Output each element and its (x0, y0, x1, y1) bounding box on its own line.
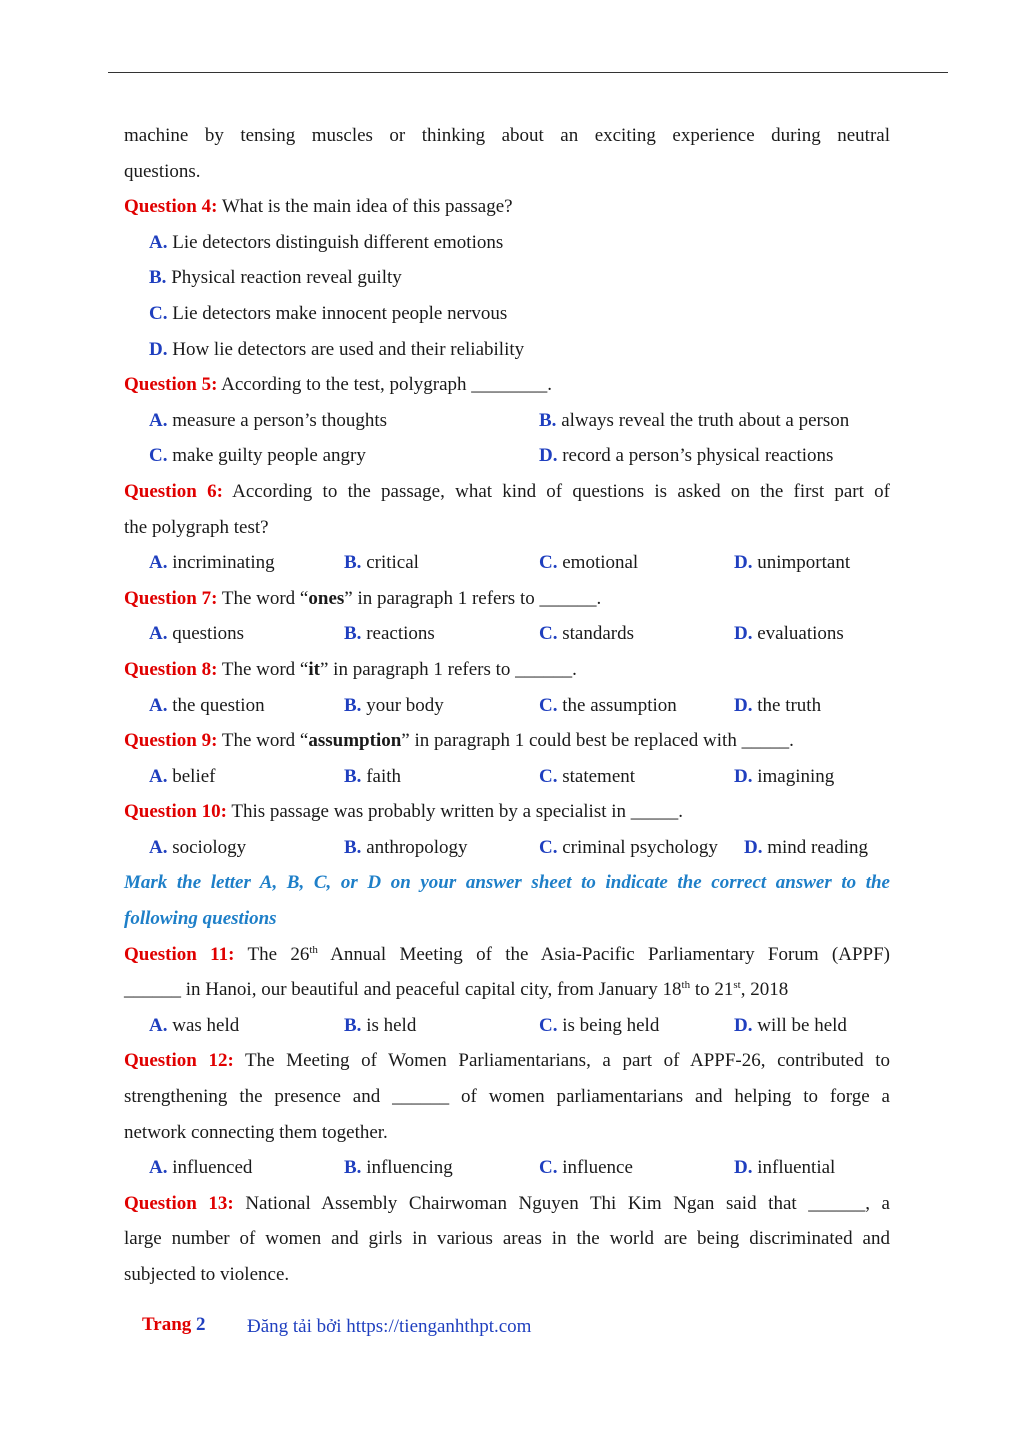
question-8 (124, 652, 890, 688)
option-text: influencing (361, 1157, 453, 1179)
option-letter: B. (344, 552, 362, 574)
question-text: The word “ (217, 587, 309, 609)
target-word: it (308, 658, 320, 680)
question-text: The 26 (234, 943, 310, 965)
q7-options (149, 616, 890, 652)
option-letter: C. (539, 694, 558, 716)
question-label: Question 8: (124, 658, 218, 680)
option-text: the question (167, 694, 265, 716)
question-12-cont: strengthening the presence and ______ of women parliamentarians and helping to forge a (124, 1086, 890, 1108)
option-c[interactable] (539, 545, 638, 581)
question-text: What is the main idea of this passage? (217, 196, 513, 218)
option-letter: D. (734, 1014, 753, 1036)
question-text: The word “ (217, 658, 309, 680)
question-7 (124, 581, 890, 617)
option-b[interactable] (344, 1150, 453, 1186)
q10-options (149, 830, 890, 866)
question-9 (124, 723, 890, 759)
option-letter: A. (149, 409, 168, 431)
option-b[interactable] (344, 759, 401, 795)
question-13 (124, 1186, 890, 1222)
option-letter: A. (149, 1157, 168, 1179)
option-letter: C. (149, 302, 168, 324)
target-word: ones (308, 587, 345, 609)
option-text: measure a person’s thoughts (167, 409, 387, 431)
option-text: always reveal the truth about a person (556, 409, 850, 431)
q6-options (149, 545, 890, 581)
option-b[interactable] (149, 260, 890, 296)
ordinal-suffix: st (733, 979, 741, 992)
option-text: questions (167, 623, 245, 645)
question-label: Question 5: (124, 374, 218, 396)
option-letter: C. (539, 1157, 558, 1179)
option-text: standards (557, 623, 634, 645)
option-d[interactable] (734, 545, 850, 581)
page-label: Trang (142, 1314, 192, 1335)
option-letter: A. (149, 552, 168, 574)
page-footer (142, 1314, 532, 1337)
passage-continuation-end: questions. (124, 160, 201, 182)
option-c[interactable] (149, 438, 366, 474)
option-c[interactable] (539, 1150, 633, 1186)
ordinal-suffix: th (309, 943, 318, 956)
option-b[interactable] (344, 830, 468, 866)
option-text: sociology (167, 836, 247, 858)
option-text: statement (557, 765, 636, 787)
option-text: reactions (361, 623, 435, 645)
option-text: Physical reaction reveal guilty (166, 267, 402, 289)
option-letter: D. (734, 694, 753, 716)
question-11 (124, 937, 890, 973)
question-label: Question 7: (124, 587, 218, 609)
option-b[interactable] (344, 545, 419, 581)
option-text: evaluations (752, 623, 844, 645)
option-letter: D. (734, 1157, 753, 1179)
source-credit-link[interactable]: Đăng tải bởi https://tienganhthpt.com (247, 1316, 532, 1337)
question-label: Question 4: (124, 196, 218, 218)
option-c[interactable] (539, 688, 677, 724)
option-c[interactable] (539, 616, 634, 652)
q11-options (149, 1008, 890, 1044)
option-letter: C. (539, 623, 558, 645)
option-letter: A. (149, 623, 168, 645)
question-label: Question 13: (124, 1192, 234, 1214)
option-text: critical (361, 552, 419, 574)
option-b[interactable] (344, 616, 435, 652)
option-text: criminal psychology (557, 836, 718, 858)
option-letter: D. (539, 445, 558, 467)
question-text-end: ” in paragraph 1 refers to ______. (344, 587, 602, 609)
option-a[interactable] (149, 403, 387, 439)
option-d[interactable] (539, 438, 833, 474)
option-c[interactable] (539, 1008, 659, 1044)
option-text: unimportant (752, 552, 851, 574)
page-content (124, 118, 890, 1293)
option-text: your body (361, 694, 444, 716)
question-13-end: subjected to violence. (124, 1264, 290, 1285)
section-instruction-end: following questions (124, 908, 277, 930)
option-text: belief (167, 765, 216, 787)
option-letter: A. (149, 836, 168, 858)
option-text: will be held (752, 1014, 847, 1036)
option-letter: B. (149, 267, 167, 289)
option-letter: B. (344, 623, 362, 645)
question-label: Question 10: (124, 801, 227, 823)
option-a[interactable] (149, 759, 216, 795)
option-letter: C. (539, 1014, 558, 1036)
option-b[interactable] (344, 1008, 416, 1044)
question-text-end: Annual Meeting of the Asia-Pacific Parliamentary Forum (APPF) (317, 943, 891, 965)
option-b[interactable] (539, 403, 849, 439)
question-text: National Assembly Chairwoman Nguyen Thi Kim Ngan said that ______, a (233, 1192, 890, 1214)
question-10 (124, 794, 890, 830)
question-text: The Meeting of Women Parliamentarians, a part of APPF-26, contributed to (233, 1050, 890, 1072)
option-c[interactable] (539, 830, 718, 866)
option-a[interactable] (149, 225, 890, 261)
option-d[interactable] (734, 1150, 835, 1186)
option-letter: A. (149, 694, 168, 716)
question-label: Question 9: (124, 730, 218, 752)
question-6-cont: the polygraph test? (124, 516, 269, 538)
option-text: Lie detectors distinguish different emotions (167, 231, 504, 253)
option-letter: A. (149, 231, 168, 253)
option-d[interactable] (734, 1008, 847, 1044)
question-11-cont (124, 972, 890, 1008)
option-d[interactable] (734, 759, 834, 795)
option-text: imagining (752, 765, 835, 787)
option-letter: C. (539, 552, 558, 574)
question-label: Question 12: (124, 1050, 234, 1072)
option-d[interactable] (734, 616, 844, 652)
option-letter: B. (344, 1014, 362, 1036)
option-letter: B. (539, 409, 557, 431)
option-letter: B. (344, 694, 362, 716)
option-text: is being held (557, 1014, 660, 1036)
option-letter: D. (734, 765, 753, 787)
question-text: The word “ (217, 730, 309, 752)
option-d[interactable] (744, 830, 868, 866)
option-text: the assumption (557, 694, 677, 716)
question-6 (124, 474, 890, 510)
question-12 (124, 1043, 890, 1079)
question-text: to 21 (690, 979, 734, 1001)
option-text: is held (361, 1014, 417, 1036)
q4-options (149, 225, 890, 367)
option-letter: C. (539, 765, 558, 787)
option-letter: B. (344, 1157, 362, 1179)
option-letter: C. (539, 836, 558, 858)
option-text: influential (752, 1157, 836, 1179)
target-word: assumption (308, 730, 402, 752)
question-label: Question 11: (124, 943, 235, 965)
option-a[interactable] (149, 616, 244, 652)
option-c[interactable] (149, 296, 890, 332)
question-text-end: ” in paragraph 1 could best be replaced with _____. (401, 730, 794, 752)
header-rule (108, 72, 948, 73)
option-a[interactable] (149, 688, 265, 724)
option-d[interactable] (734, 688, 821, 724)
option-letter: A. (149, 765, 168, 787)
option-letter: B. (344, 765, 362, 787)
option-text: How lie detectors are used and their reliability (167, 338, 525, 360)
option-letter: B. (344, 836, 362, 858)
option-text: was held (167, 1014, 240, 1036)
option-text: influenced (167, 1157, 253, 1179)
option-a[interactable] (149, 545, 275, 581)
section-instruction: Mark the letter A, B, C, or D on your answer sheet to indicate the correct answer to the (124, 872, 890, 894)
q5-options-row-2 (149, 438, 890, 474)
question-label: Question 6: (124, 480, 223, 502)
option-text: anthropology (361, 836, 468, 858)
option-letter: D. (734, 552, 753, 574)
question-12-end: network connecting them together. (124, 1121, 388, 1143)
option-letter: A. (149, 1014, 168, 1036)
q5-options-row-1 (149, 403, 890, 439)
page-number: 2 (196, 1314, 206, 1335)
option-text: the truth (752, 694, 822, 716)
option-text: faith (361, 765, 402, 787)
question-text: According to the test, polygraph ________. (217, 374, 552, 396)
q9-options (149, 759, 890, 795)
option-text: mind reading (762, 836, 869, 858)
question-text: ______ in Hanoi, our beautiful and peaceful capital city, from January 18 (124, 979, 682, 1001)
option-letter: D. (149, 338, 168, 360)
option-a[interactable] (149, 1150, 252, 1186)
question-text: According to the passage, what kind of questions is asked on the first part of (222, 480, 890, 502)
option-a[interactable] (149, 1008, 239, 1044)
option-c[interactable] (539, 759, 635, 795)
option-b[interactable] (344, 688, 444, 724)
q12-options (149, 1150, 890, 1186)
option-text: Lie detectors make innocent people nervous (167, 302, 508, 324)
question-13-cont: large number of women and girls in various areas in the world are being discriminated and (124, 1228, 890, 1250)
passage-continuation: machine by tensing muscles or thinking about an exciting experience during neutral (124, 125, 890, 146)
option-letter: D. (734, 623, 753, 645)
option-d[interactable] (149, 332, 890, 368)
question-4 (124, 189, 890, 225)
ordinal-suffix: th (681, 979, 691, 992)
question-5 (124, 367, 890, 403)
question-text-end: , 2018 (740, 979, 789, 1001)
q8-options (149, 688, 890, 724)
question-text: This passage was probably written by a specialist in _____. (226, 801, 684, 823)
option-a[interactable] (149, 830, 246, 866)
option-letter: D. (744, 836, 763, 858)
option-text: make guilty people angry (167, 445, 366, 467)
option-letter: C. (149, 445, 168, 467)
question-text-end: ” in paragraph 1 refers to ______. (319, 658, 577, 680)
option-text: emotional (557, 552, 639, 574)
option-text: influence (557, 1157, 633, 1179)
option-text: record a person’s physical reactions (557, 445, 834, 467)
option-text: incriminating (167, 552, 275, 574)
